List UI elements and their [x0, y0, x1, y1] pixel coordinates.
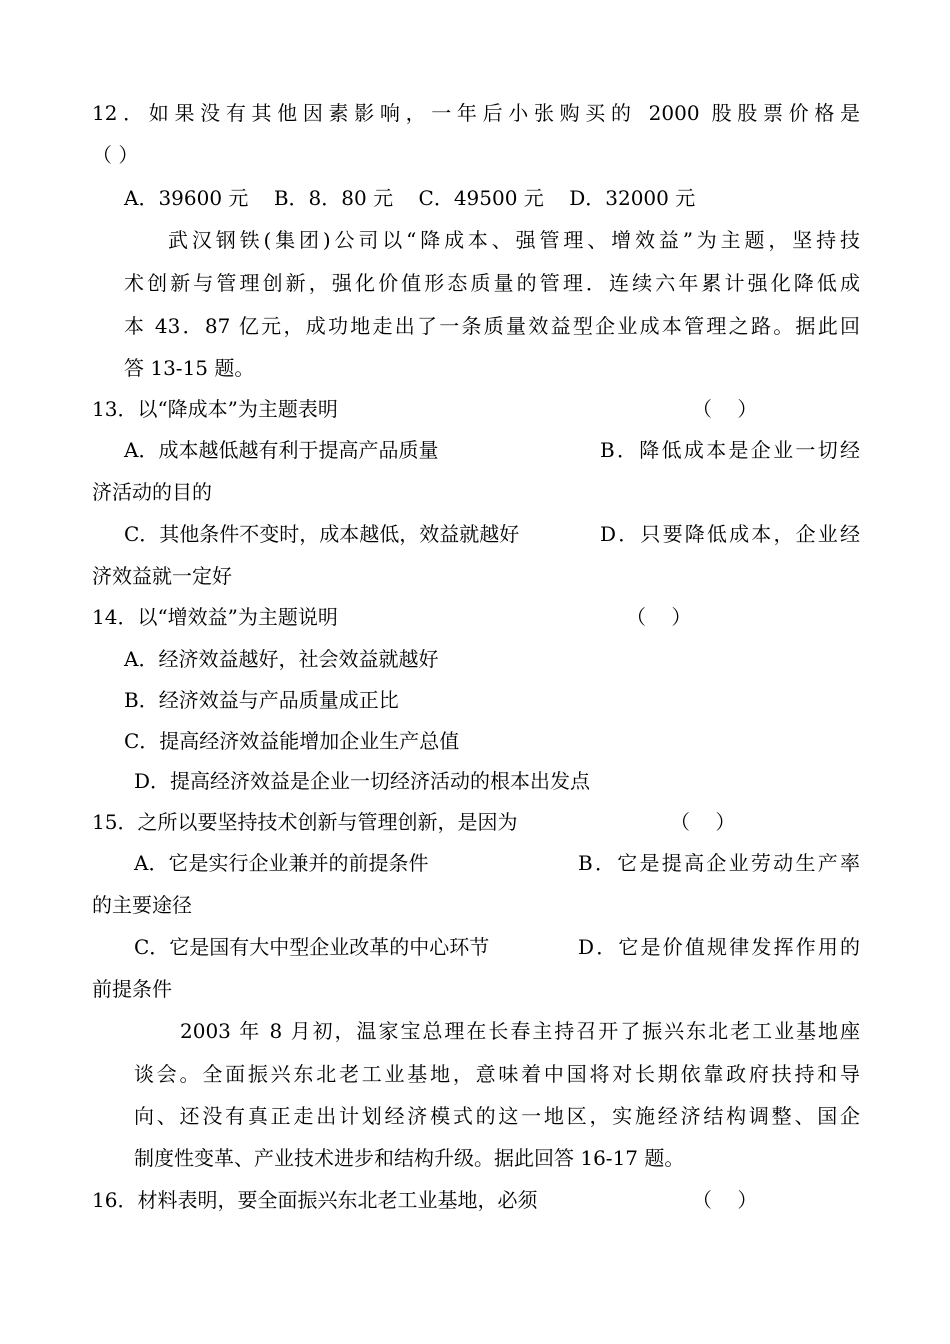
q12-stem: 12．如果没有其他因素影响，一年后小张购买的 2000 股股票价格是: [92, 101, 860, 125]
q13-bracket: （ ）: [692, 397, 758, 421]
passage1-line2: 术创新与管理创新，强化价值形态质量的管理．连续六年累计强化降低成: [124, 271, 860, 295]
passage2-line3: 向、还没有真正走出计划经济模式的这一地区，实施经济结构调整、国企: [134, 1104, 860, 1128]
q15-stem: 15．之所以要坚持技术创新与管理创新，是因为: [92, 810, 518, 834]
q15-option-c: C．它是国有大中型企业改革的中心环节: [134, 935, 490, 959]
q15-bracket: （ ）: [670, 810, 736, 834]
q15-option-a: A．它是实行企业兼并的前提条件: [134, 851, 429, 875]
q13-option-c: C．其他条件不变时，成本越低，效益就越好: [124, 522, 520, 546]
q12-bracket: （ ）: [92, 143, 139, 167]
passage1-line1: 武汉钢铁(集团)公司以“降成本、强管理、增效益”为主题，坚持技: [168, 228, 860, 252]
q15-option-d-cont: 前提条件: [92, 977, 172, 1001]
q15-option-b: B．它是提高企业劳动生产率: [578, 851, 860, 875]
passage1-line3: 本 43．87 亿元，成功地走出了一条质量效益型企业成本管理之路。据此回: [124, 314, 860, 338]
q14-option-b: B．经济效益与产品质量成正比: [124, 688, 399, 712]
q14-option-a: A．经济效益越好，社会效益就越好: [124, 647, 439, 671]
q14-bracket: （ ）: [626, 605, 692, 629]
q12-options: A．39600 元 B．8．80 元 C．49500 元 D．32000 元: [124, 186, 696, 210]
q16-bracket: （ ）: [692, 1188, 758, 1212]
q15-option-b-cont: 的主要途径: [92, 893, 192, 917]
q13-option-d-cont: 济效益就一定好: [92, 564, 232, 588]
q13-stem: 13．以“降成本”为主题表明: [92, 397, 338, 421]
passage2-line4: 制度性变革、产业技术进步和结构升级。据此回答 16-17 题。: [134, 1146, 685, 1170]
q13-option-b-cont: 济活动的目的: [92, 480, 212, 504]
q13-option-b: B．降低成本是企业一切经: [600, 438, 860, 462]
q15-option-d: D．它是价值规律发挥作用的: [578, 935, 860, 959]
q13-option-d: D．只要降低成本，企业经: [600, 522, 860, 546]
q14-option-d: D．提高经济效益是企业一切经济活动的根本出发点: [134, 769, 591, 793]
passage1-line4: 答 13-15 题。: [124, 356, 255, 380]
passage2-line1: 2003 年 8 月初，温家宝总理在长春主持召开了振兴东北老工业基地座: [180, 1019, 860, 1043]
q13-option-a: A．成本越低越有利于提高产品质量: [124, 438, 439, 462]
q14-stem: 14．以“增效益”为主题说明: [92, 605, 338, 629]
q16-stem: 16．材料表明，要全面振兴东北老工业基地，必须: [92, 1188, 538, 1212]
passage2-line2: 谈会。全面振兴东北老工业基地，意味着中国将对长期依靠政府扶持和导: [134, 1062, 860, 1086]
q14-option-c: C．提高经济效益能增加企业生产总值: [124, 729, 460, 753]
